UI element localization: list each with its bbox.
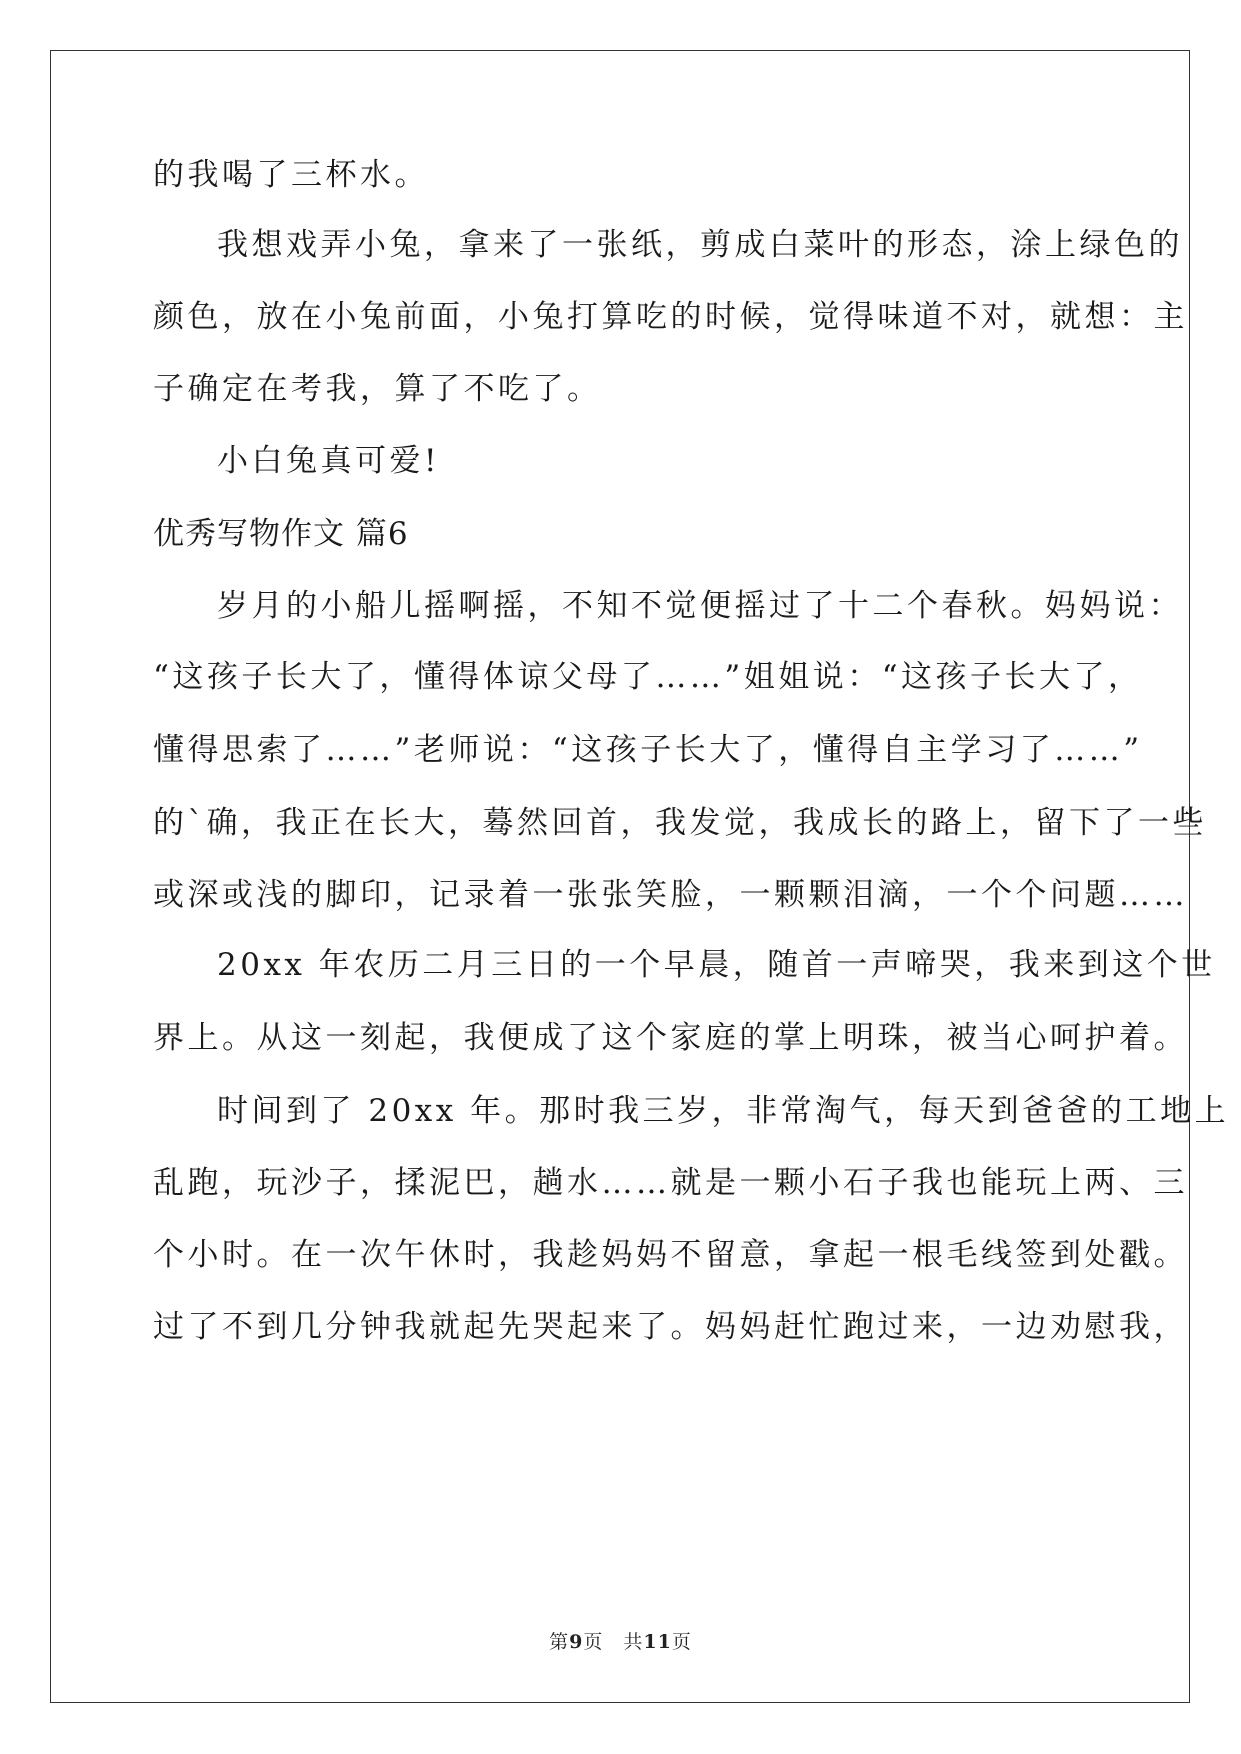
text-line: 20xx 年农历二月三日的一个早晨，随首一声啼哭，我来到这个世 [217, 947, 1216, 983]
text-line: 岁月的小船儿摇啊摇，不知不觉便摇过了十二个春秋。妈妈说： [217, 588, 1183, 624]
text-line: 个小时。在一次午休时，我趁妈妈不留意，拿起一根毛线签到处戳。 [153, 1237, 1188, 1273]
text-line: 的我喝了三杯水。 [153, 157, 429, 193]
text-line: 的`确，我正在长大，蓦然回首，我发觉，我成长的路上，留下了一些 [153, 805, 1207, 841]
page-footer [0, 1630, 1241, 1654]
current-page-number: 9 [569, 1631, 584, 1653]
text-line: 懂得思索了……”老师说：“这孩子长大了，懂得自主学习了……” [153, 732, 1143, 768]
footer-middle: 页 共 [583, 1631, 644, 1653]
text-line: 时间到了 20xx 年。那时我三岁，非常淘气，每天到爸爸的工地上 [217, 1093, 1230, 1129]
footer-prefix: 第 [549, 1631, 570, 1653]
text-line: 过了不到几分钟我就起先哭起来了。妈妈赶忙跑过来，一边劝慰我， [153, 1309, 1188, 1345]
text-line: “这孩子长大了，懂得体谅父母了……”姐姐说：“这孩子长大了， [153, 659, 1143, 695]
footer-suffix: 页 [671, 1631, 692, 1653]
text-line: 颜色，放在小兔前面，小兔打算吃的时候，觉得味道不对，就想：主 [153, 299, 1188, 335]
text-line: 乱跑，玩沙子，揉泥巴，趟水……就是一颗小石子我也能玩上两、三 [153, 1165, 1188, 1201]
text-line: 我想戏弄小兔，拿来了一张纸，剪成白菜叶的形态，涂上绿色的 [217, 227, 1183, 263]
text-line: 小白兔真可爱! [217, 443, 440, 479]
total-pages-number: 11 [643, 1631, 672, 1653]
text-line: 子确定在考我，算了不吃了。 [153, 371, 602, 407]
text-line: 界上。从这一刻起，我便成了这个家庭的掌上明珠，被当心呵护着。 [153, 1020, 1188, 1056]
section-heading: 优秀写物作文 篇6 [153, 516, 409, 552]
text-line: 或深或浅的脚印，记录着一张张笑脸，一颗颗泪滴，一个个问题…… [153, 877, 1188, 913]
